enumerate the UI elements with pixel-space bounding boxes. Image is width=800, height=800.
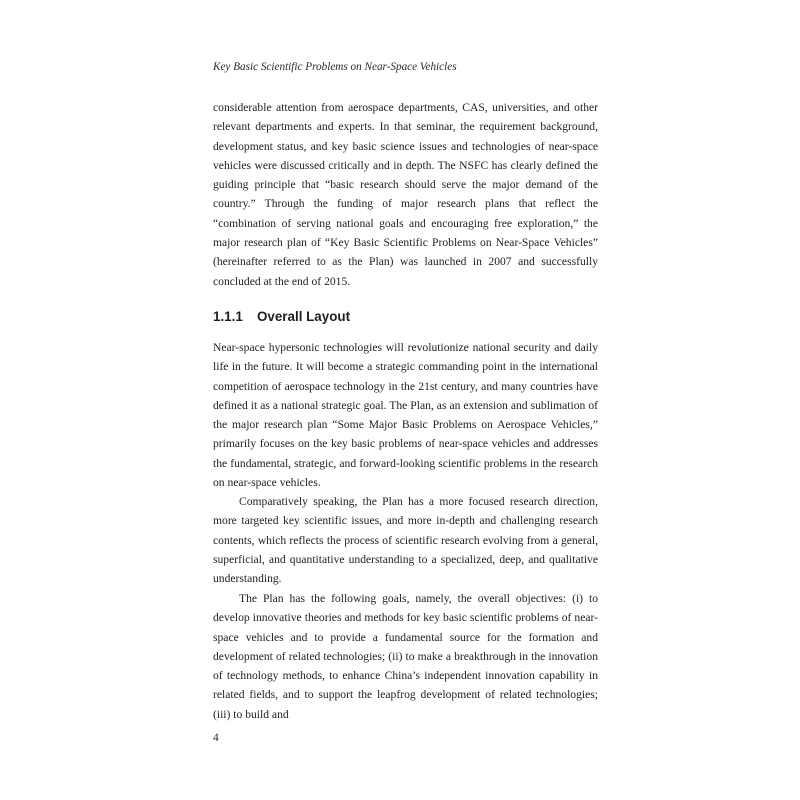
page-number: 4 — [213, 732, 219, 744]
paragraph-overall-layout-intro: Near-space hypersonic technologies will revolutionize national security and daily life in the future. It will become a strategic commanding point in the international competition of aerospace technology in the 21st century, and many countries have defined it as a national strategic goal. The Plan, as an extension and sublimation of the major research plan “Some Major Basic Problems on Aerospace Vehicles,” primarily focuses on the key basic problems of near-space vehicles and addresses the fundamental, strategic, and forward-looking scientific problems in the research on near-space vehicles. — [213, 341, 598, 490]
paragraph-comparison: Comparatively speaking, the Plan has a more focused research direction, more targeted key scientific issues, and more in-depth and challenging research contents, which reflects the process of scientific research evolving from a general, superficial, and quantitative understanding to a specialized, deep, and qualitative understanding. — [213, 495, 598, 586]
paragraph-goals: The Plan has the following goals, namely, the overall objectives: (i) to develop innovative theories and methods for key basic scientific problems of near-space vehicles and to provide a fundamental source for the formation and development of related technologies; (ii) to make a breakthrough in the innovation of technology methods, to enhance China’s independent innovation capability in related fields, and to support the leapfrog development of related technologies; (iii) to build and — [213, 592, 598, 721]
paragraph-continuation: considerable attention from aerospace departments, CAS, universities, and other relevant departments and experts. In that seminar, the requirement background, development status, and key basic science issues and technologies of near-space vehicles were discussed critically and in depth. The NSFC has clearly defined the guiding principle that “basic research should serve the major demand of the country.” Through the funding of major research plans that reflect the “combination of serving national goals and encouraging free exploration,” the major research plan of “Key Basic Scientific Problems on Near-Space Vehicles” (hereinafter referred to as the Plan) was launched in 2007 and successfully concluded at the end of 2015. — [213, 101, 598, 288]
section-number: 1.1.1 — [213, 309, 243, 324]
running-header: Key Basic Scientific Problems on Near-Space Vehicles — [213, 61, 457, 73]
section-heading — [213, 309, 350, 324]
section-title: Overall Layout — [257, 309, 351, 324]
